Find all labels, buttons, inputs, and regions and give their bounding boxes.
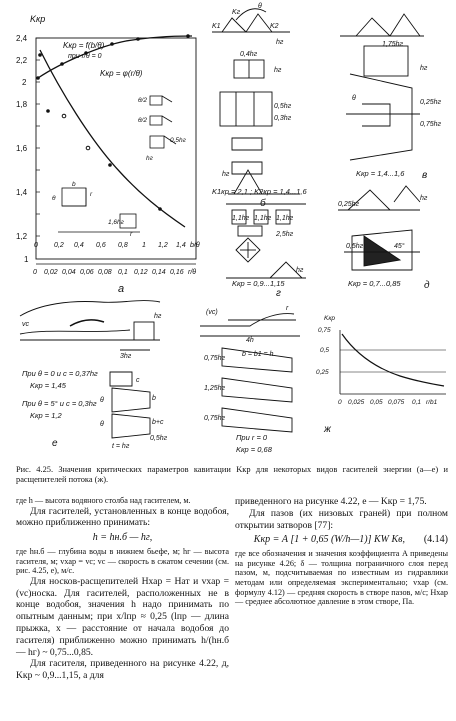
fig-zh-curve bbox=[342, 334, 444, 386]
fig-zh-ytitle: Kкр bbox=[324, 315, 336, 322]
fig-a-xtick-bottom: 0,12 bbox=[134, 269, 148, 276]
fig-v-annot: hг bbox=[420, 65, 428, 72]
fig-a-xtick-top: 1 bbox=[142, 242, 146, 249]
fig-e-label: е bbox=[52, 438, 58, 449]
fig-v-coeff: Kкр = 1,4...1,6 bbox=[356, 169, 405, 178]
fig-e-annot: 0,5hг bbox=[150, 435, 168, 442]
left-p2: Для гасителей, установленных в конце водобоя, можно приближенно принимать: bbox=[16, 505, 229, 529]
fig-v-annot: 1,75hг bbox=[382, 41, 403, 48]
fig-a-label: а bbox=[118, 283, 125, 295]
fig-a-xtick-bottom: 0,06 bbox=[80, 269, 94, 276]
fig-e-annot: c bbox=[136, 377, 140, 384]
fig-b bbox=[212, 9, 290, 174]
left-p4: Для носков-расщепителей Hхар = Hат и vхар = (vс)носка. Для гасителей, расположенных не в конце водобоя, значения h надо принимать по опытным данным; при x/lпр ≈ 0,25 (lпр — длина прыжка, x — расстояние от начала водобоя до гасителя) приближенно можно принимать h/(hн.б — hг) ~ 0,75...0,85. bbox=[16, 575, 229, 658]
fig-zh-xtick: 0,1 bbox=[412, 399, 422, 406]
fig-zh-xtick: 0,05 bbox=[370, 399, 383, 406]
right-p3: где все обозначения и значения коэффициента A приведены на рисунке 4.26; δ — толщина пограничного слоя перед пазом, м, подсчитываемая по известным из гидравлики методам или определяемая экспериментально; vхар (см. формулу 4.12) — средняя скорость в створе пазов, м/с; Hхар — среднее абсолютное давление в этом створе, Па. bbox=[235, 549, 448, 607]
equation-number: (4.14) bbox=[423, 534, 448, 546]
fig-a-points bbox=[36, 34, 190, 211]
right-p2: Для пазов (их низовых граней) при полном открытии затворов [77]: bbox=[235, 507, 448, 531]
fig-a-ytick: 1 bbox=[24, 255, 29, 264]
fig-zh-ytick: 0,5 bbox=[320, 347, 330, 354]
right-column bbox=[235, 496, 448, 607]
fig-a-ytick: 1,2 bbox=[16, 232, 28, 241]
fig-a-xunit-top: b/θ bbox=[190, 242, 200, 249]
fig-e-annot: hг bbox=[154, 313, 162, 320]
fig-d bbox=[338, 186, 420, 270]
fig-a-dim: b bbox=[72, 181, 76, 188]
fig-a-ytick: 2 bbox=[22, 78, 27, 87]
left-p1: где h — высота водяного столба над гасителем, м. bbox=[16, 496, 191, 505]
fig-a-xtick-top: 0,6 bbox=[96, 242, 106, 249]
fig-a-ytick: 1,4 bbox=[16, 188, 28, 197]
fig-a-legend-1: Kкр = f(b/θ) bbox=[63, 41, 105, 50]
fig-a-xunit-bottom: r/θ bbox=[188, 269, 197, 276]
fig-e-annot: t = hг bbox=[112, 443, 130, 450]
fig-v bbox=[340, 14, 424, 160]
left-column bbox=[16, 496, 229, 682]
fig-b-annot: hг bbox=[274, 67, 282, 74]
fig-a-xtick-top: 1,2 bbox=[158, 242, 168, 249]
fig-g-annot: hг bbox=[222, 171, 230, 178]
fig-d-coeff: Kкр = 0,7...0,85 bbox=[348, 279, 401, 288]
fig-b-annot: 0,3hг bbox=[274, 115, 292, 122]
fig-zh-label: ж bbox=[324, 424, 331, 435]
fig-b-annot: Kг bbox=[232, 9, 241, 16]
figure-caption: Рис. 4.25. Значения критических параметров кавитации Kкр для некоторых видов гасителей энергии (а—е) и расщепителей потока (ж). bbox=[16, 465, 448, 484]
fig-zh-annot: r bbox=[286, 305, 289, 312]
fig-e-k1: Kкр = 1,45 bbox=[30, 381, 66, 390]
fig-a-legend-2: Kкр = φ(r/θ) bbox=[100, 69, 143, 78]
fig-e-annot: θ bbox=[100, 421, 104, 428]
fig-a-ytick: 2,2 bbox=[16, 56, 28, 65]
fig-zh-cond: При r = 0 bbox=[236, 433, 268, 442]
fig-d-annot: hг bbox=[420, 195, 428, 202]
right-p1: приведенного на рисунке 4.22, е — Kкр = 1,75. bbox=[235, 496, 427, 507]
fig-b-annot: θ bbox=[258, 3, 262, 10]
fig-a-xtick-bottom: 0,02 bbox=[44, 269, 58, 276]
fig-zh-annot: 0,75hг bbox=[204, 355, 225, 362]
fig-a-ytitle: Kкр bbox=[30, 14, 46, 24]
fig-b-annot: 0,5hг bbox=[274, 103, 292, 110]
fig-e-annot: b bbox=[152, 395, 156, 402]
fig-a-dim: r bbox=[90, 191, 93, 198]
fig-a-ytick: 1,8 bbox=[16, 100, 28, 109]
fig-e-annot: vс bbox=[22, 321, 29, 328]
fig-zh-xunit: r/b1 bbox=[426, 399, 438, 406]
fig-a-sketches bbox=[58, 96, 176, 232]
fig-a-xtick-bottom: 0 bbox=[33, 269, 37, 276]
fig-a-dim: θ bbox=[52, 195, 56, 202]
fig-b-annot: hг bbox=[276, 39, 284, 46]
fig-zh-ytick: 0,75 bbox=[318, 327, 331, 334]
fig-g-coeff: Kкр = 0,9...1,15 bbox=[232, 279, 285, 288]
fig-d-annot: 0,5hг bbox=[346, 243, 364, 250]
fig-a-xtick-top: 1,4 bbox=[176, 242, 186, 249]
fig-b-label: б bbox=[260, 198, 266, 209]
fig-e-annot: 3hг bbox=[120, 353, 132, 360]
fig-a-xtick-top: 0,4 bbox=[74, 242, 84, 249]
fig-a-dim: θ/2 bbox=[138, 97, 147, 104]
right-formula-text: Kкр = A [1 + 0,65 (W/h—1)] KW Kв, bbox=[253, 534, 406, 546]
fig-zh-xtick: 0,075 bbox=[388, 399, 405, 406]
fig-g-annot: hг bbox=[296, 267, 304, 274]
fig-b-annot: K1 bbox=[212, 23, 221, 30]
fig-a-dim: r bbox=[130, 231, 133, 238]
fig-zh-xtick: 0 bbox=[338, 399, 342, 406]
left-p5: Для гасителя, приведенного на рисунке 4.22, д, Kкр ~ 0,9...1,15, а для bbox=[16, 658, 229, 682]
fig-zh-ytick: 0,25 bbox=[316, 369, 329, 376]
left-formula: h = hн.б — hг, bbox=[92, 532, 153, 544]
fig-a-dim: hг bbox=[146, 155, 153, 162]
fig-zh-chart bbox=[316, 315, 446, 406]
fig-zh-xtick: 0,025 bbox=[348, 399, 365, 406]
fig-g-annot: 1,1hг bbox=[276, 215, 294, 222]
fig-zh-annot: b = b1 = h bbox=[242, 351, 274, 358]
fig-v-annot: 0,25hг bbox=[420, 99, 441, 106]
fig-zh-annot: 1,25hг bbox=[204, 385, 225, 392]
fig-e-annot: θ bbox=[100, 397, 104, 404]
fig-zh-annot: 4h bbox=[246, 337, 254, 344]
right-formula bbox=[235, 534, 448, 546]
fig-a-ytick: 2,4 bbox=[16, 34, 28, 43]
fig-g-annot: 2,5hг bbox=[276, 231, 294, 238]
fig-a-xtick-bottom: 0,08 bbox=[98, 269, 112, 276]
fig-zh-coeff: Kкр = 0,68 bbox=[236, 445, 272, 454]
fig-a-xtick-top: 0,2 bbox=[54, 242, 64, 249]
fig-a-xtick-top: 0,8 bbox=[118, 242, 128, 249]
left-p3: где hн.б — глубина воды в нижнем бьефе, м; hг — высота гасителя, м; vхар = vс; vс — скорость в сжатом сечении (см. рис. 4.25, е), м/с. bbox=[16, 546, 229, 576]
fig-a-dim: 0,5hг bbox=[170, 137, 186, 144]
fig-g-annot: 1,1hг bbox=[232, 215, 250, 222]
fig-a-dim: θ/2 bbox=[138, 117, 147, 124]
fig-v-label: в bbox=[422, 170, 428, 181]
fig-g-label: г bbox=[276, 288, 281, 299]
fig-b-annot: K2 bbox=[270, 23, 279, 30]
fig-a-ytick: 1,6 bbox=[16, 144, 28, 153]
fig-d-label: д bbox=[424, 280, 430, 291]
fig-a-xtick-bottom: 0,16 bbox=[170, 269, 184, 276]
fig-b-annots bbox=[212, 3, 292, 122]
fig-zh-annot: 0,75hг bbox=[204, 415, 225, 422]
fig-a-xtick-top: 0 bbox=[34, 242, 38, 249]
fig-b-coeffs: K1кр = 2,1 ; K2кр = 1,4...1,6 bbox=[212, 187, 307, 196]
fig-a-xtick-bottom: 0,1 bbox=[118, 269, 128, 276]
fig-zh-annot: (vс) bbox=[206, 309, 218, 316]
fig-a-legend-1b: при r/θ = 0 bbox=[68, 53, 102, 60]
fig-d-annot: 0,25hг bbox=[338, 201, 359, 208]
fig-g-annot: 1,1hг bbox=[254, 215, 272, 222]
fig-a-xtick-bottom: 0,14 bbox=[152, 269, 166, 276]
fig-e-cond2: При θ = 5° и c = 0,3hг bbox=[22, 399, 97, 408]
fig-a bbox=[16, 14, 200, 295]
fig-d-annot: 45° bbox=[394, 243, 405, 250]
fig-e-cond1: При θ = 0 и c = 0,37hг bbox=[22, 369, 98, 378]
fig-a-xtick-bottom: 0,04 bbox=[62, 269, 76, 276]
fig-e-annot: b+c bbox=[152, 419, 164, 426]
fig-e-k2: Kкр = 1,2 bbox=[30, 411, 62, 420]
fig-v-annot: θ bbox=[352, 95, 356, 102]
fig-a-dim: 1,6hг bbox=[108, 219, 124, 226]
fig-v-annot: 0,75hг bbox=[420, 121, 441, 128]
fig-b-annot: 0,4hг bbox=[240, 51, 258, 58]
